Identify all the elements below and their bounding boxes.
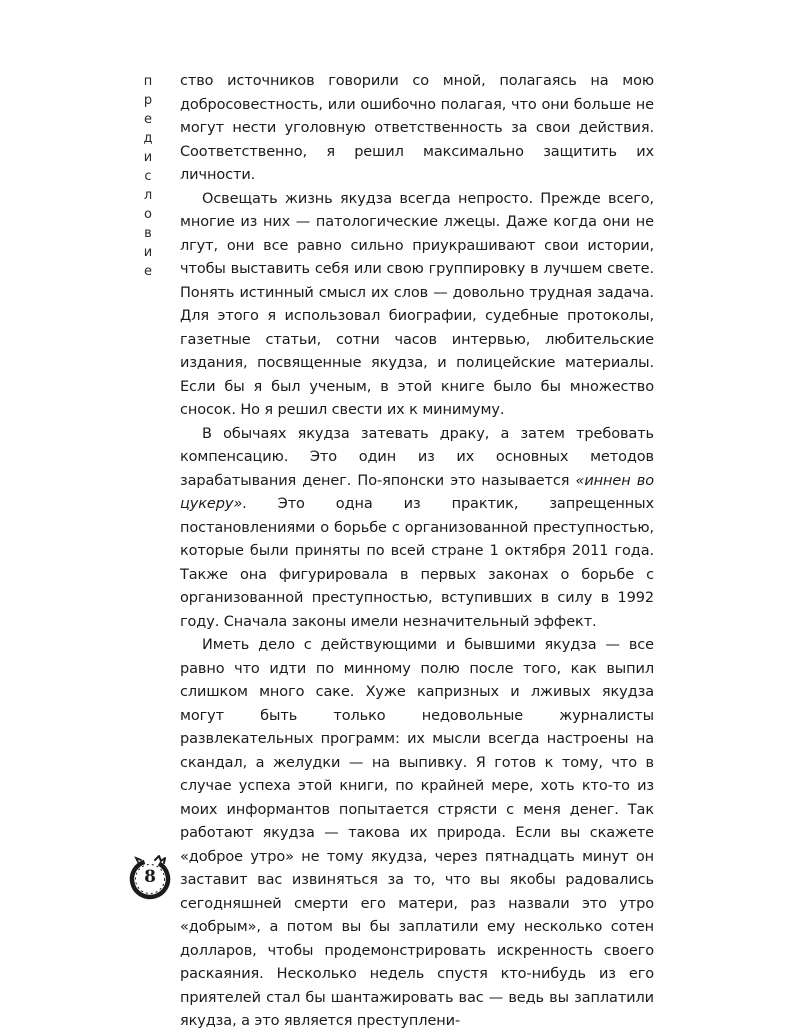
chapter-letter: е [144,112,152,127]
chapter-side-title [138,72,158,281]
paragraph-3-italic-term: «иннен во цукеру» [180,472,654,512]
chapter-letter: л [143,188,153,203]
paragraph-3-text-after: . Это одна из практик, запрещенных постановлениями о борьбе с организованной преступностью, которые были приняты по всей стране 1 октября 2011 года. Также она фигурировала в первых законах о борьбе с организованной преступностью, вступивших в силу в 1992 году. Сначала законы имели незначительный эффект. [180,496,654,630]
chapter-letter: с [144,169,152,184]
chapter-letter: д [143,131,153,146]
chapter-letter: п [143,74,153,89]
page-number: 8 [144,867,156,887]
chapter-letter: и [143,150,153,165]
chapter-letter: в [144,226,152,241]
page-number-badge [124,852,176,904]
chapter-letter: и [143,245,153,260]
chapter-letter: р [143,93,153,108]
paragraph-1: ство источников говорили со мной, полагаясь на мою добросовестность, или ошибочно полагая, что они больше не могут нести уголовную ответственность за свои действия. Соответственно, я решил максимально защитить их личности. [180,73,654,183]
chapter-letter: о [144,207,152,222]
paragraph-4: Иметь дело с действующими и бывшими якудза — все равно что идти по минному полю после того, как выпил слишком много саке. Хуже капризных и лживых якудза могут быть только недовольные журналисты развлекательных программ: их мысли всегда настроены на скандал, а желудки — на выпивку. Я готов к тому, что в случае успеха этой книги, по крайней мере, хоть кто-то из моих информантов попытается стрясти с меня денег. Так работают якудза — такова их природа. Если вы скажете «доброе утро» не тому якудза, через пятнадцать минут он заставит вас извиняться за то, что вы якобы радовались сегодняшней смерти его матери, раз назвали это утро «добрым», а потом вы бы заплатили ему несколько сотен долларов, чтобы продемонстрировать искренность своего раскаяния. Несколько недель спустя кто-нибудь из его приятелей стал бы шантажировать вас — ведь вы заплатили якудза, а это является преступлени- [180,637,654,1029]
page-body-text [180,70,654,1029]
chapter-letter: е [144,264,152,279]
paragraph-2: Освещать жизнь якудза всегда непросто. Прежде всего, многие из них — патологические лжецы. Даже когда они не лгут, они все равно сильно приукрашивают свои истории, чтобы выставить себя или свою группировку в лучшем свете. Понять истинный смысл их слов — довольно трудная задача. Для этого я использовал биографии, судебные протоколы, газетные статьи, сотни часов интервью, любительские издания, посвященные якудза, и полицейские материалы. Если бы я был ученым, в этой книге было бы множество сносок. Но я решил свести их к минимуму. [180,190,654,418]
paragraph-3-text-before: В обычаях якудза затевать драку, а затем требовать компенсацию. Это один из их основных методов зарабатывания денег. По-японски это называется [180,425,654,489]
paragraph-3 [180,423,654,635]
